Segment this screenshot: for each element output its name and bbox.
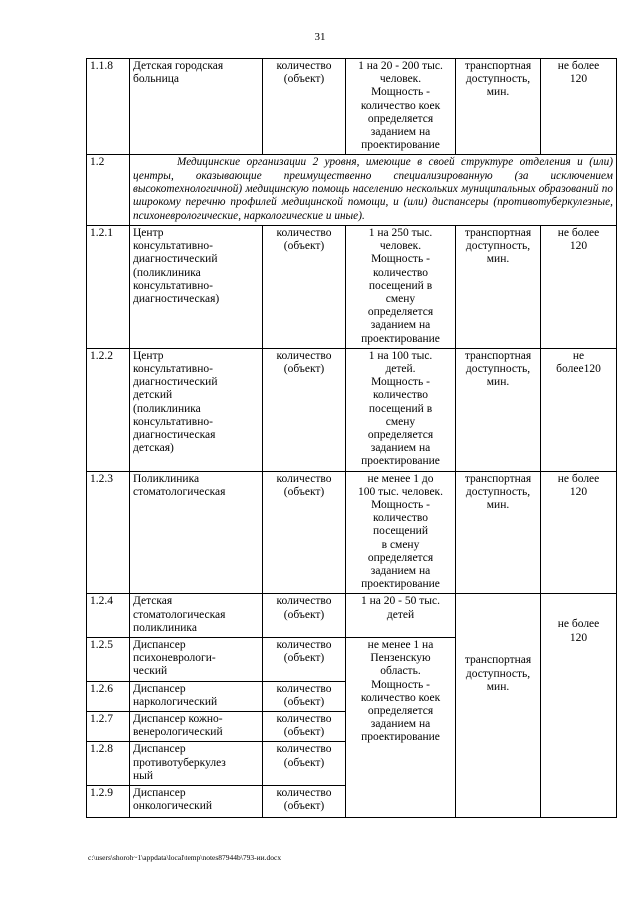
facility-name-line: венерологический (133, 726, 223, 739)
unit-of-measure (263, 742, 346, 786)
norm-value-line: определяется (367, 112, 434, 125)
facility-name-line: Центр (133, 226, 164, 239)
norm-value-line: не менее 1 до (367, 472, 434, 485)
facility-name-line: консультативно- (133, 279, 213, 292)
facility-name-line: консультативно- (133, 362, 213, 375)
accessibility-limit-line: не более (557, 60, 600, 72)
unit-of-measure-line: количество (276, 349, 332, 362)
facility-name-line: Детская городская (133, 60, 224, 72)
accessibility-type-line: мин. (486, 253, 510, 266)
row-number: 1.2.3 (87, 471, 130, 594)
facility-name (130, 786, 263, 818)
norm-value-line: заданием на (370, 126, 431, 139)
dispensary-norm-value-line: определяется (367, 705, 434, 718)
row-number: 1.2.7 (87, 712, 130, 742)
accessibility-type-line: доступность, (465, 362, 531, 375)
group-accessibility-type-line: доступность, (465, 667, 531, 680)
unit-of-measure (263, 638, 346, 682)
accessibility-limit (541, 225, 617, 348)
page-number: 31 (314, 31, 326, 43)
facility-name-line: психоневрологи- (133, 652, 216, 665)
norm-value-line: проектирование (361, 139, 440, 152)
unit-of-measure-line: количество (276, 682, 332, 695)
accessibility-limit (541, 59, 617, 155)
accessibility-limit-line: 120 (569, 485, 588, 498)
norms-table (86, 58, 617, 818)
unit-of-measure-line: (объект) (283, 756, 325, 769)
facility-name-line: Диспансер (133, 743, 186, 756)
norm-value-line: определяется (367, 306, 434, 319)
unit-of-measure (263, 471, 346, 594)
unit-of-measure-line: количество (276, 60, 332, 72)
file-path-footer: c:\users\shoroh~1\appdata\local\temp\notes87944b\793-ии.docx (88, 853, 282, 862)
group-accessibility-type-line: мин. (486, 680, 510, 693)
unit-of-measure-line: (объект) (283, 240, 325, 253)
table-row (87, 348, 617, 471)
norm-value-line: детей. (385, 362, 416, 375)
norm-value-line: посещений в (368, 279, 433, 292)
group-accessibility-limit-line: 120 (569, 631, 588, 644)
accessibility-type-line: транспортная (464, 226, 532, 239)
facility-name-line: наркологический (133, 695, 218, 708)
norm-value-line: посещений в (368, 402, 433, 415)
facility-name (130, 638, 263, 682)
facility-name-line: консультативно- (133, 240, 213, 253)
norm-value-line: проектирование (361, 332, 440, 345)
facility-name-line: диагностическая (133, 428, 216, 441)
norm-value-line: 1 на 20 - 50 тыс. (361, 595, 440, 608)
norm-value-line: заданием на (370, 319, 431, 332)
unit-of-measure-line: количество (276, 787, 332, 800)
norm-value (346, 348, 456, 471)
group-accessibility-type-line: транспортная (464, 654, 532, 667)
dispensary-norm-value-line: область. (380, 665, 421, 678)
unit-of-measure-line: (объект) (283, 362, 325, 375)
dispensary-norm-value-line: Мощность - (371, 678, 430, 691)
accessibility-type (456, 225, 541, 348)
table-row (87, 225, 617, 348)
facility-name-line: диагностический (133, 253, 218, 266)
group-accessibility-limit-line: не более (557, 618, 600, 631)
unit-of-measure-line: количество (276, 743, 332, 756)
table-row (87, 594, 617, 638)
table-row (87, 471, 617, 594)
unit-of-measure (263, 681, 346, 711)
table-row (87, 155, 617, 225)
facility-name-line: диагностическая) (133, 292, 220, 305)
norm-value-line: количество (373, 266, 428, 279)
norm-value-line: Мощность - (371, 376, 430, 389)
dispensary-norm-value-line: не менее 1 на (367, 639, 434, 651)
unit-of-measure-line: количество (276, 713, 332, 726)
norm-value-line: определяется (367, 551, 434, 564)
norm-value-line: количество коек (360, 99, 441, 112)
facility-name-line: диагностический (133, 376, 218, 389)
unit-of-measure-line: количество (276, 595, 332, 608)
accessibility-limit-line: не (572, 349, 585, 362)
unit-of-measure (263, 594, 346, 638)
norm-value-line: 100 тыс. человек. (357, 485, 444, 498)
unit-of-measure-line: количество (276, 226, 332, 239)
unit-of-measure-line: (объект) (283, 608, 325, 621)
norm-value-line: смену (385, 292, 416, 305)
row-number: 1.2.2 (87, 348, 130, 471)
unit-of-measure-line: количество (276, 639, 332, 651)
norm-value-line: количество (373, 512, 428, 525)
unit-of-measure (263, 225, 346, 348)
dispensary-norm-value (346, 638, 456, 818)
unit-of-measure-line: (объект) (283, 800, 325, 813)
section-description (130, 155, 617, 225)
accessibility-type (456, 348, 541, 471)
facility-name (130, 742, 263, 786)
dispensary-norm-value-line: количество коек (360, 691, 441, 704)
facility-name-line: стоматологическая (133, 485, 226, 498)
norm-value-line: человек. (379, 73, 422, 86)
facility-name (130, 225, 263, 348)
facility-name-line: больница (133, 73, 179, 86)
row-number: 1.2.6 (87, 681, 130, 711)
facility-name (130, 59, 263, 155)
facility-name-line: Диспансер (133, 639, 186, 651)
facility-name-line: стоматологическая (133, 608, 226, 621)
norm-value-line: 1 на 20 - 200 тыс. (358, 60, 443, 72)
norm-value (346, 471, 456, 594)
facility-name-line: ный (133, 769, 154, 782)
accessibility-type-line: доступность, (465, 485, 531, 498)
accessibility-type-line: мин. (486, 498, 510, 511)
facility-name-line: Детская (133, 595, 173, 608)
norm-value-line: человек. (379, 240, 422, 253)
table-row (87, 59, 617, 155)
accessibility-limit-line: более120 (556, 362, 601, 375)
accessibility-limit-line: 120 (569, 240, 588, 253)
dispensary-norm-value-line: Пензенскую (370, 652, 431, 665)
accessibility-limit-line: 120 (569, 73, 588, 86)
norm-value-line: 1 на 100 тыс. (368, 349, 433, 362)
norm-value (346, 59, 456, 155)
section-description-text: Медицинские организации 2 уровня, имеющие в своей структуре отделения и (или) центры, оказывающие преимущественно специализированную (за исключением высокотехнологичной) медицинскую помощь населению нескольких муниципальных образований по широкому перечню профилей медицинской помощи, и (или) диспансеры (противотуберкулезные, психоневрологические, наркологические и иные). (133, 156, 613, 222)
accessibility-limit-line: не более (557, 226, 600, 239)
norm-value (346, 225, 456, 348)
group-accessibility-type (456, 594, 541, 818)
facility-name-line: (поликлиника (133, 266, 201, 279)
accessibility-type-line: доступность, (465, 73, 531, 86)
norm-value-line: заданием на (370, 442, 431, 455)
norm-value-line: в смену (381, 538, 420, 551)
norm-value-line: проектирование (361, 455, 440, 468)
dispensary-norm-value-line: проектирование (361, 731, 440, 744)
facility-name-line: онкологический (133, 800, 213, 813)
row-number: 1.2.8 (87, 742, 130, 786)
norm-value-line: посещений (373, 525, 428, 538)
norm-value-line: Мощность - (371, 86, 430, 99)
row-number: 1.1.8 (87, 59, 130, 155)
unit-of-measure (263, 712, 346, 742)
accessibility-type-line: мин. (486, 86, 510, 99)
unit-of-measure (263, 348, 346, 471)
facility-name (130, 348, 263, 471)
facility-name (130, 712, 263, 742)
facility-name-line: Поликлиника (133, 472, 200, 485)
row-number: 1.2.4 (87, 594, 130, 638)
facility-name-line: детская) (133, 442, 174, 455)
facility-name-line: Диспансер кожно- (133, 713, 223, 726)
norm-value-line: Мощность - (371, 498, 430, 511)
accessibility-limit-line: не более (557, 472, 600, 485)
unit-of-measure-line: (объект) (283, 695, 325, 708)
norm-value-line: определяется (367, 428, 434, 441)
norm-value-line: детей (386, 608, 415, 621)
unit-of-measure-line: (объект) (283, 485, 325, 498)
accessibility-type-line: доступность, (465, 240, 531, 253)
facility-name-line: Диспансер (133, 787, 186, 800)
facility-name-line: противотуберкулез (133, 756, 226, 769)
facility-name-line: поликлиника (133, 621, 197, 634)
facility-name (130, 594, 263, 638)
facility-name-line: Центр (133, 349, 164, 362)
accessibility-type (456, 59, 541, 155)
norm-value-line: заданием на (370, 564, 431, 577)
accessibility-type-line: транспортная (464, 60, 532, 72)
unit-of-measure-line: количество (276, 472, 332, 485)
accessibility-limit (541, 348, 617, 471)
facility-name (130, 681, 263, 711)
norm-value-line: 1 на 250 тыс. (368, 226, 433, 239)
accessibility-type-line: транспортная (464, 472, 532, 485)
unit-of-measure (263, 59, 346, 155)
row-number: 1.2.9 (87, 786, 130, 818)
unit-of-measure-line: (объект) (283, 726, 325, 739)
group-accessibility-limit (541, 594, 617, 818)
facility-name-line: (поликлиника (133, 402, 201, 415)
norm-value-line: количество (373, 389, 428, 402)
norm-value-line: смену (385, 415, 416, 428)
norm-value (346, 594, 456, 638)
row-number: 1.2 (87, 155, 130, 225)
unit-of-measure-line: (объект) (283, 73, 325, 86)
norm-value-line: проектирование (361, 578, 440, 591)
facility-name-line: ческий (133, 665, 168, 678)
unit-of-measure-line: (объект) (283, 652, 325, 665)
row-number: 1.2.1 (87, 225, 130, 348)
accessibility-type-line: мин. (486, 376, 510, 389)
facility-name (130, 471, 263, 594)
unit-of-measure (263, 786, 346, 818)
dispensary-norm-value-line: заданием на (370, 718, 431, 731)
facility-name-line: консультативно- (133, 415, 213, 428)
accessibility-limit (541, 471, 617, 594)
facility-name-line: детский (133, 389, 173, 402)
row-number: 1.2.5 (87, 638, 130, 682)
accessibility-type-line: транспортная (464, 349, 532, 362)
accessibility-type (456, 471, 541, 594)
facility-name-line: Диспансер (133, 682, 186, 695)
norm-value-line: Мощность - (371, 253, 430, 266)
